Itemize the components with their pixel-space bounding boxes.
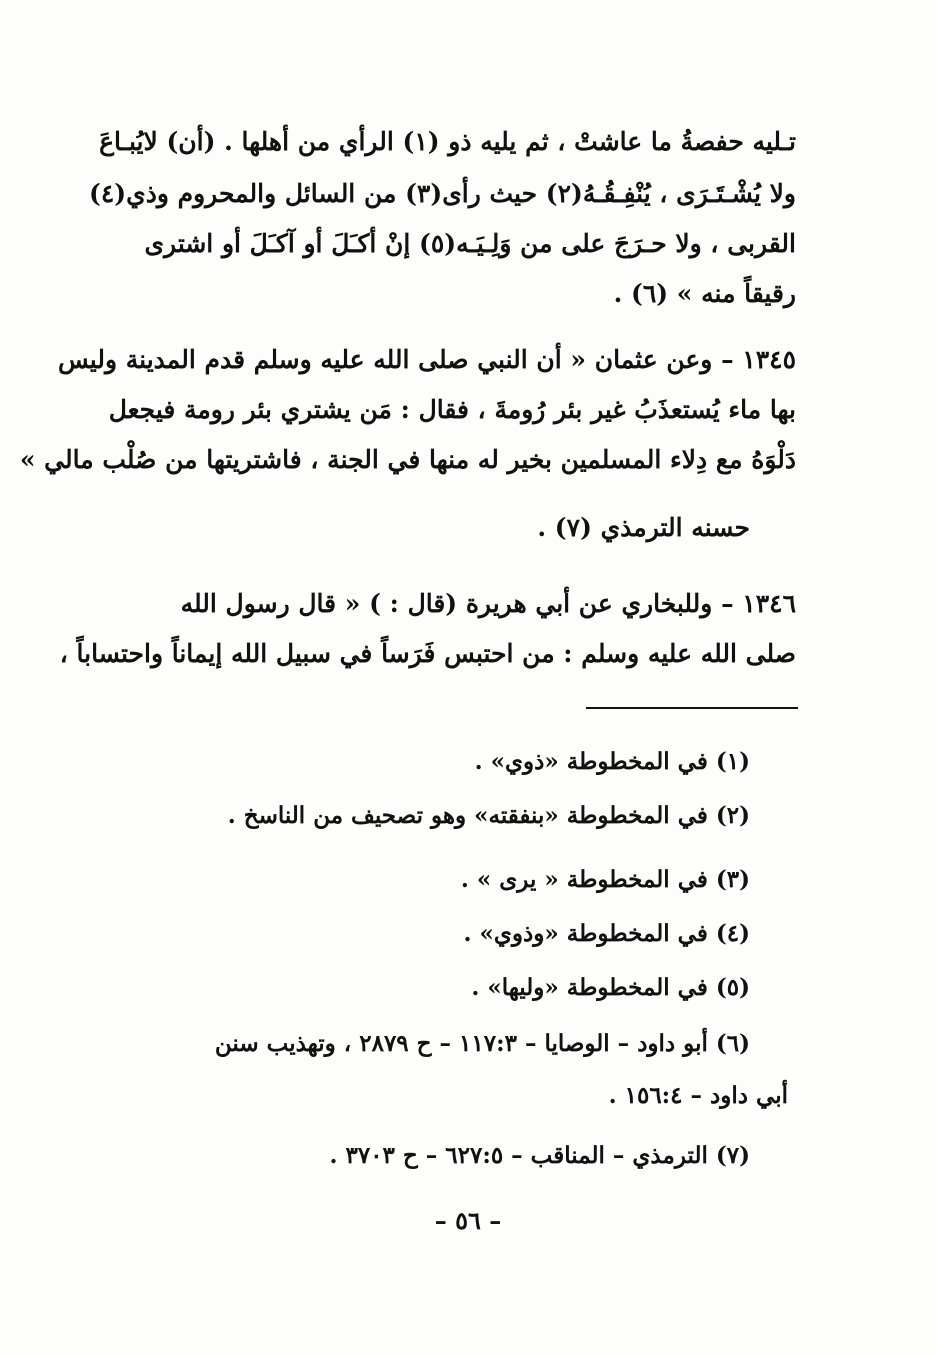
footnote-separator — [586, 707, 798, 709]
hadith-1345-line-1: ١٣٤٥ – وعن عثمان « أن النبي صلى الله عليه وسلم قدم المدينة وليس — [57, 345, 796, 374]
paragraph-1-line-1: تـليه حفصةُ ما عاشتْ ، ثم يليه ذو (١) الرأي من أهلها . (أن) لايُبـاعَ — [99, 127, 796, 156]
footnote-3: (٣) في المخطوطة « يرى » . — [460, 866, 750, 893]
paragraph-1-line-4: رقيقاً منه » (٦) . — [613, 279, 796, 308]
footnote-2: (٢) في المخطوطة «بنفقته» وهو تصحيف من الناسخ . — [227, 802, 750, 829]
footnote-6-line-2: أبي داود – ١٥٦:٤ . — [608, 1082, 788, 1109]
footnote-6-line-1: (٦) أبو داود – الوصايا – ١١٧:٣ – ح ٢٨٧٩ ، وتهذيب سنن — [214, 1030, 750, 1057]
hadith-1345-line-2: بها ماء يُستعذَبُ غير بئر رُومةَ ، فقال : مَن يشتري بئر رومة فيجعل — [108, 395, 796, 424]
paragraph-1-line-3: القربى ، ولا حـرَجَ على من وَلِـيَـه(٥) إنْ أكـَلَ أو آكـَلَ أو اشترى — [144, 229, 796, 258]
hadith-1345-line-3: دَلْوَهُ مع دِلاء المسلمين بخير له منها في الجنة ، فاشتريتها من صُلْب مالي » — [19, 445, 796, 474]
hadith-1346-line-2: صلى الله عليه وسلم : من احتبس فَرَساً في سبيل الله إيماناً واحتساباً ، — [59, 639, 796, 668]
footnote-4: (٤) في المخطوطة «وذوي» . — [463, 920, 750, 947]
footnote-1: (١) في المخطوطة «ذوي» . — [474, 748, 750, 775]
footnote-5: (٥) في المخطوطة «وليها» . — [471, 974, 750, 1001]
footnote-7: (٧) الترمذي – المناقب – ٦٢٧:٥ – ح ٣٧٠٣ . — [329, 1142, 750, 1169]
hadith-1345-grading: حسنه الترمذي (٧) . — [537, 513, 750, 542]
paragraph-1-line-2: ولا يُشْـتَـرَى ، يُنْفِـقُـهُ(٢) حيث رأى(٣) من السائل والمحروم وذي(٤) — [89, 179, 796, 208]
hadith-1346-line-1: ١٣٤٦ – وللبخاري عن أبي هريرة (قال : ) « قال رسول الله — [180, 589, 796, 618]
page-number: – ٥٦ – — [434, 1206, 502, 1235]
